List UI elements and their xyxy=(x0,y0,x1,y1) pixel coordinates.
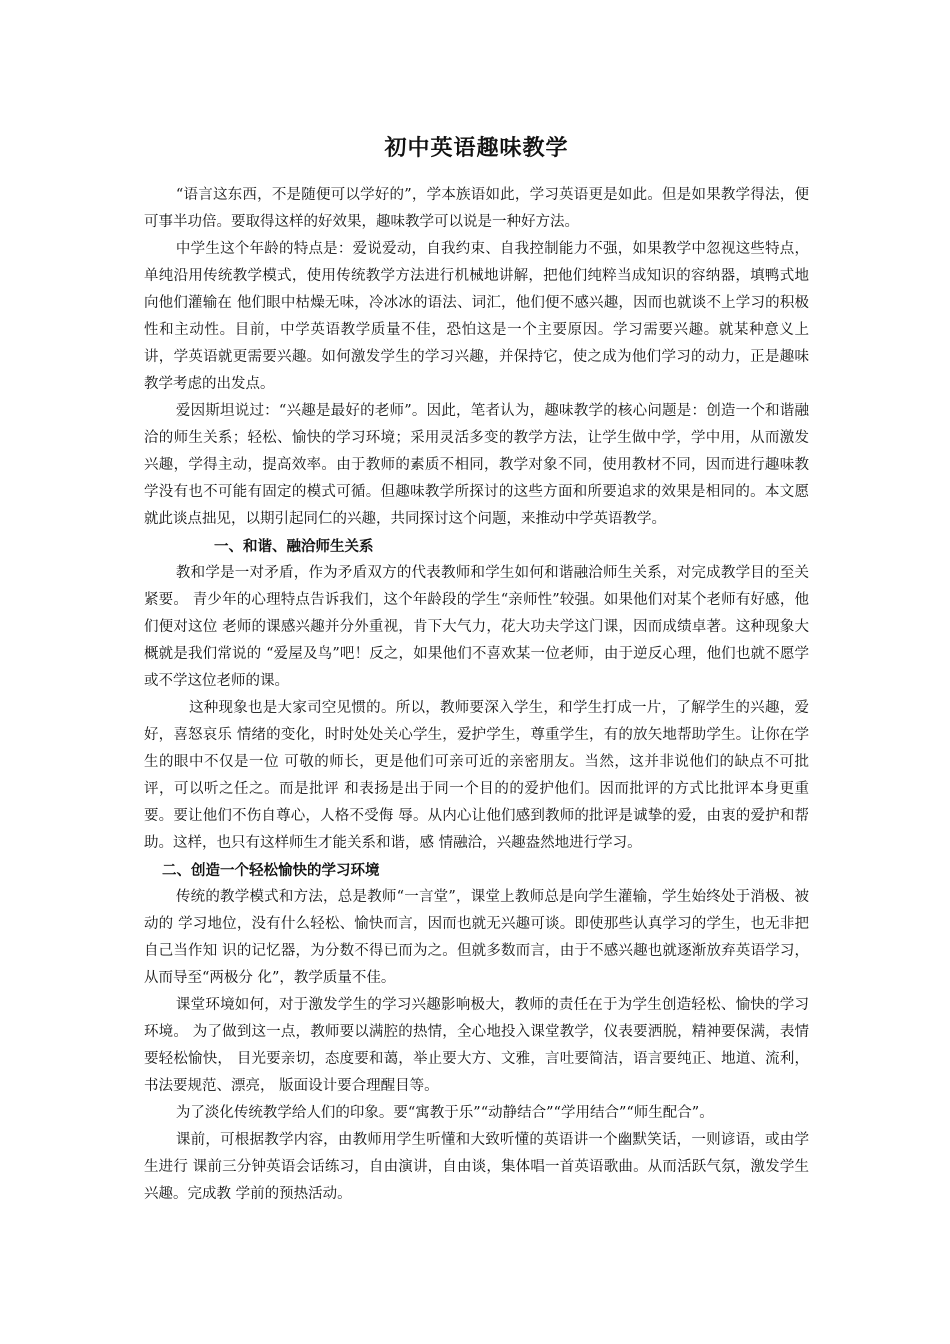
section1-paragraph-2: 这种现象也是大家司空见惯的。所以，教师要深入学生，和学生打成一片，了解学生的兴趣，爱好，喜怒哀乐 情绪的变化，时时处处关心学生，爱护学生，尊重学生，有的放矢地帮助学生。让你在学生的眼中不仅是一位 可敬的师长，更是他们可亲可近的亲密朋友。当然，这并非说他们的缺点不可批评，可以听之任之。而是批评 和表扬是出于同一个目的的爱护他们。因而批评的方式比批评本身更重要。要让他们不伤自尊心，人格不受侮 辱。从内心让他们感到教师的批评是诚挚的爱，由衷的爱护和帮助。这样，也只有这样师生才能关系和谐，感 情融洽，兴趣盎然地进行学习。 xyxy=(144,700,809,851)
page-title: 初中英语趣味教学 xyxy=(384,135,569,161)
intro-paragraph-1: “语言这东西，不是随便可以学好的”，学本族语如此，学习英语更是如此。但是如果教学得法，便可事半功倍。要取得这样的好效果，趣味教学可以说是一种好方法。 xyxy=(144,187,809,230)
section2-paragraph-1: 传统的教学模式和方法，总是教师“一言堂”，课堂上教师总是向学生灌输，学生始终处于消极、被动的 学习地位，没有什么轻松、愉快而言，因而也就无兴趣可谈。即使那些认真学习的学生，也无非把自己当作知 识的记忆器，为分数不得已而为之。但就多数而言，由于不感兴趣也就逐渐放弃英语学习，从而导至“两极分 化”，教学质量不佳。 xyxy=(144,889,809,986)
section1-paragraph-1: 教和学是一对矛盾，作为矛盾双方的代表教师和学生如何和谐融洽师生关系，对完成教学目的至关紧要。 青少年的心理特点告诉我们，这个年龄段的学生“亲师性”较强。如果他们对某个老师有好感，他们便对这位 老师的课感兴趣并分外重视，肯下大气力，花大功夫学这门课，因而成绩卓著。这种现象大概就是我们常说的 “爱屋及鸟”吧！反之，如果他们不喜欢某一位老师，由于逆反心理，他们也就不愿学或不学这位老师的课。 xyxy=(144,565,809,689)
document-body xyxy=(144,128,809,1208)
intro-paragraph-3: 爱因斯坦说过：“兴趣是最好的老师”。因此，笔者认为，趣味教学的核心问题是：创造一个和谐融洽的师生关系；轻松、愉快的学习环境；采用灵活多变的教学方法，让学生做中学，学中用，从而激发兴趣，学得主动，提高效率。由于教师的素质不相同，教学对象不同，使用教材不同，因而进行趣味教学没有也不可能有固定的模式可循。但趣味教学所探讨的这些方面和所要追求的效果是相同的。本文愿就此谈点拙见，以期引起同仁的兴趣，共同探讨这个问题，来推动中学英语教学。 xyxy=(144,403,809,527)
intro-paragraph-2: 中学生这个年龄的特点是：爱说爱动，自我约束、自我控制能力不强，如果教学中忽视这些特点，单纯沿用传统教学模式，使用传统教学方法进行机械地讲解，把他们纯粹当成知识的容纳器，填鸭式地向他们灌输在 他们眼中枯燥无味，冷冰冰的语法、词汇，他们便不感兴趣，因而也就谈不上学习的积极性和主动性。目前，中学英语教学质量不佳，恐怕这是一个主要原因。学习需要兴趣。就某种意义上讲，学英语就更需要兴趣。如何激发学生的学习兴趣，并保持它，使之成为他们学习的动力，正是趣味教学考虑的出发点。 xyxy=(144,241,809,392)
section-heading-2: 二、创造一个轻松愉快的学习环境 xyxy=(162,862,380,879)
section2-paragraph-3: 为了淡化传统教学给人们的印象。要“寓教于乐”“动静结合”“学用结合”“师生配合”。 xyxy=(175,1105,714,1121)
section2-paragraph-4: 课前，可根据教学内容，由教师用学生听懂和大致听懂的英语讲一个幽默笑话，一则谚语，或由学生进行 课前三分钟英语会话练习，自由演讲，自由谈，集体唱一首英语歌曲。从而活跃气氛，激发学生兴趣。完成教 学前的预热活动。 xyxy=(144,1132,809,1202)
section-heading-1: 一、和谐、融洽师生关系 xyxy=(214,538,374,555)
section2-paragraph-2: 课堂环境如何，对于激发学生的学习兴趣影响极大，教师的责任在于为学生创造轻松、愉快的学习环境。 为了做到这一点，教师要以满腔的热情，全心地投入课堂教学，仪表要洒脱，精神要保满，表情要轻松愉快， 目光要亲切，态度要和蔼，举止要大方、文雅，言吐要简洁，语言要纯正、地道、流利，书法要规范、漂亮， 版面设计要合理醒目等。 xyxy=(144,997,809,1094)
